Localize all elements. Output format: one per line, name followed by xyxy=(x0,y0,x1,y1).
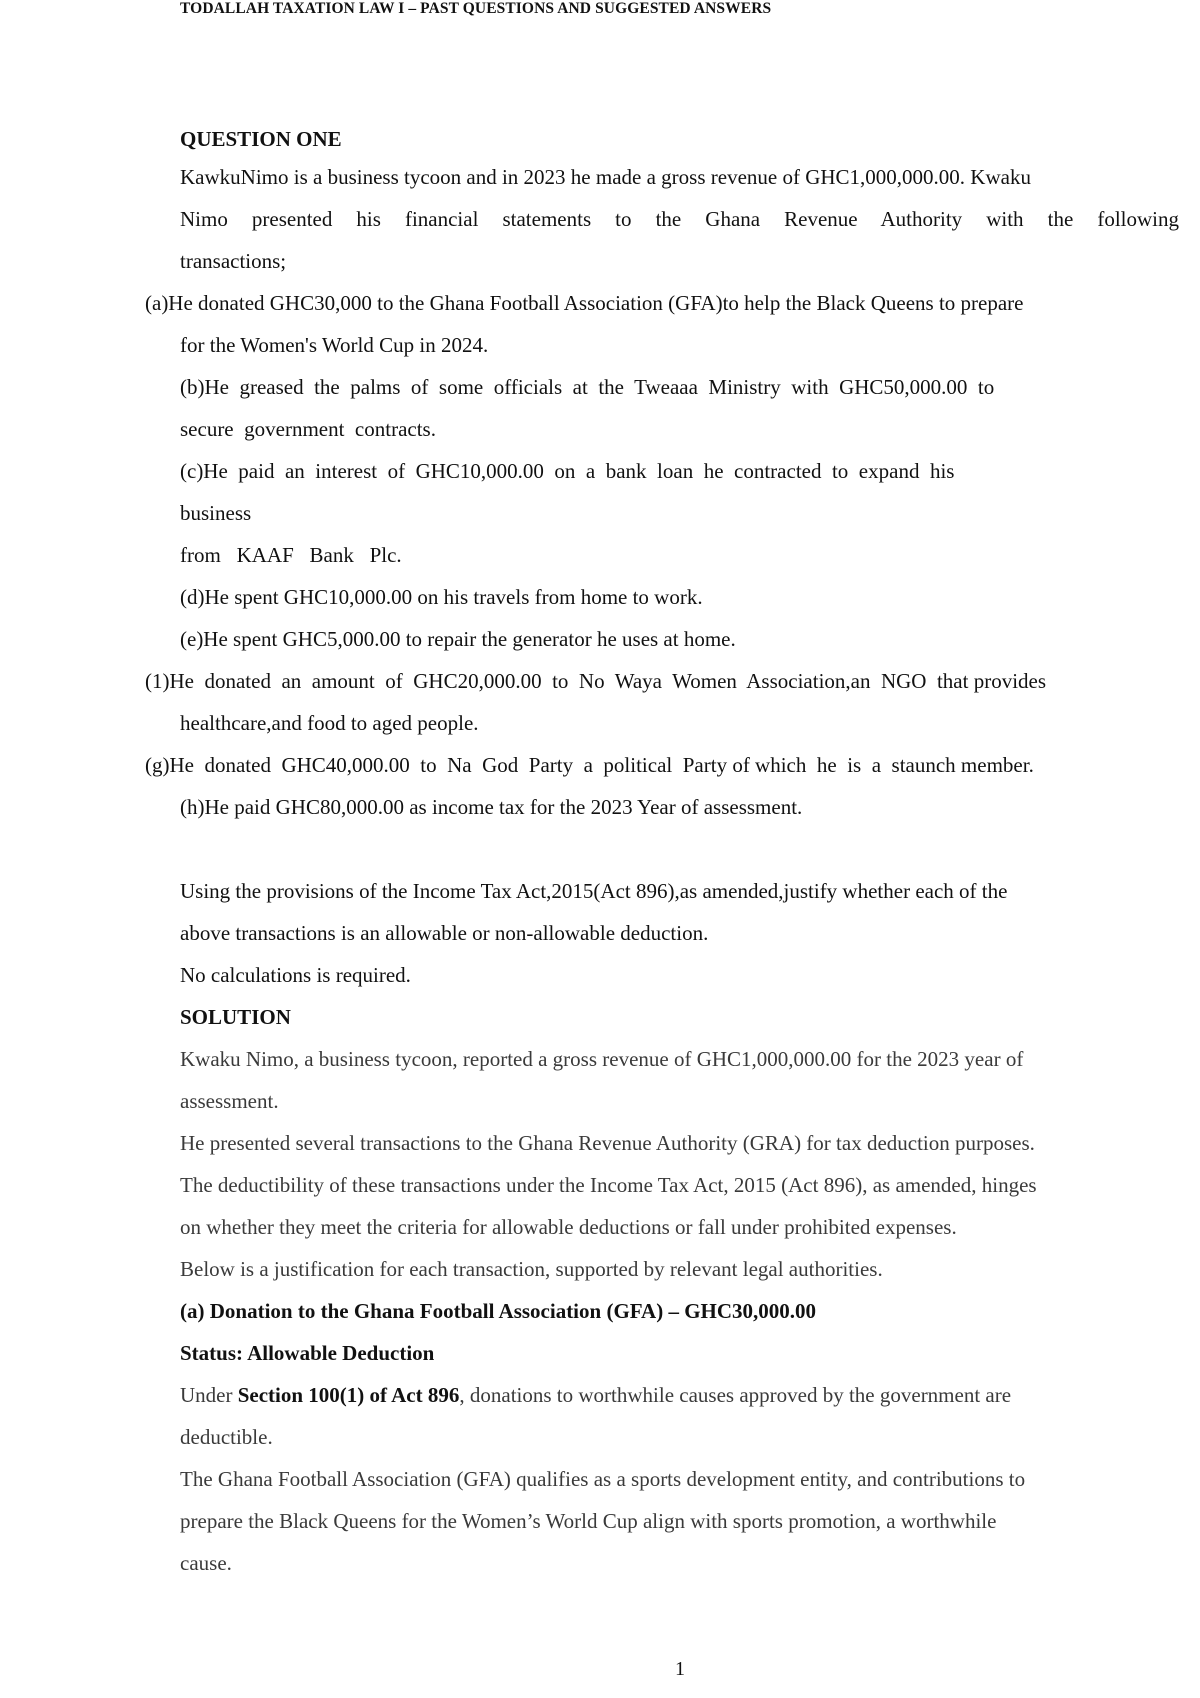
gfa-line-3: cause. xyxy=(180,1551,232,1575)
solution-para-line-3: He presented several transactions to the Ghana Revenue Authority (GRA) for tax deduction purposes. xyxy=(180,1131,1035,1155)
section-reference: Section 100(1) of Act 896 xyxy=(237,1383,460,1407)
transaction-a-status: Status: Allowable Deduction xyxy=(180,1341,435,1365)
page-number: 1 xyxy=(675,1658,685,1680)
solution-para-line-6: Below is a justification for each transaction, supported by relevant legal authorities. xyxy=(180,1257,883,1281)
gfa-line-1: The Ghana Football Association (GFA) qualifies as a sports development entity, and contributions to xyxy=(180,1467,1026,1491)
item-a-line-2: for the Women's World Cup in 2024. xyxy=(180,333,489,357)
solution-heading: SOLUTION xyxy=(180,1005,291,1029)
solution-para-line-4: The deductibility of these transactions under the Income Tax Act, 2015 (Act 896), as amended, hinges xyxy=(180,1173,1037,1197)
solution-para-line-1: Kwaku Nimo, a business tycoon, reported a gross revenue of GHC1,000,000.00 for the 2023 year of xyxy=(180,1047,1024,1071)
item-a-line-1: (a)He donated GHC30,000 to the Ghana Football Association (GFA)to help the Black Queens to prepare xyxy=(145,291,1024,315)
question-intro-line-3: transactions; xyxy=(180,249,287,273)
solution-para-line-5: on whether they meet the criteria for allowable deductions or fall under prohibited expenses. xyxy=(180,1215,957,1239)
solution-para-line-2: assessment. xyxy=(180,1089,279,1113)
item-c-line-3: from KAAF Bank Plc. xyxy=(180,543,402,567)
question-heading: QUESTION ONE xyxy=(180,127,342,151)
transaction-a-section-cont: deductible. xyxy=(180,1425,273,1449)
instruction-line-3: No calculations is required. xyxy=(180,963,411,987)
item-h-line-1: (h)He paid GHC80,000.00 as income tax for the 2023 Year of assessment. xyxy=(180,795,803,819)
instruction-line-2: above transactions is an allowable or non-allowable deduction. xyxy=(180,921,709,945)
running-header: TODALLAH TAXATION LAW I – PAST QUESTIONS AND SUGGESTED ANSWERS xyxy=(180,0,772,17)
gfa-line-2: prepare the Black Queens for the Women’s World Cup align with sports promotion, a worthwhile xyxy=(180,1509,997,1533)
item-b-line-2: secure government contracts. xyxy=(180,417,436,441)
item-d-line-1: (d)He spent GHC10,000.00 on his travels from home to work. xyxy=(180,585,703,609)
page-footer xyxy=(0,1658,1200,1681)
item-g-line-1: (g)He donated GHC40,000.00 to Na God Party a political Party of which he is a staunch member. xyxy=(145,753,1034,777)
item-b-line-1: (b)He greased the palms of some officials at the Tweaaa Ministry with GHC50,000.00 to xyxy=(180,375,995,399)
question-intro-line-1: KawkuNimo is a business tycoon and in 2023 he made a gross revenue of GHC1,000,000.00. Kwaku xyxy=(180,165,1031,189)
transaction-a-heading: (a) Donation to the Ghana Football Association (GFA) – GHC30,000.00 xyxy=(180,1299,817,1323)
item-c-line-2: business xyxy=(180,501,252,525)
item-c-line-1: (c)He paid an interest of GHC10,000.00 on a bank loan he contracted to expand his xyxy=(180,459,955,483)
item-f-line-1: (1)He donated an amount of GHC20,000.00 to No Waya Women Association,an NGO that provides xyxy=(145,669,1047,693)
item-e-line-1: (e)He spent GHC5,000.00 to repair the generator he uses at home. xyxy=(180,627,736,651)
section-prefix: Under xyxy=(180,1383,238,1407)
question-intro-line-2: Nimo presented his financial statements to the Ghana Revenue Authority with the following xyxy=(180,207,1179,231)
section-rest: , donations to worthwhile causes approved by the government are xyxy=(459,1383,1012,1407)
item-f-line-2: healthcare,and food to aged people. xyxy=(180,711,479,735)
instruction-line-1: Using the provisions of the Income Tax Act,2015(Act 896),as amended,justify whether each of the xyxy=(180,879,1008,903)
transaction-a-section-line xyxy=(180,1383,1011,1407)
